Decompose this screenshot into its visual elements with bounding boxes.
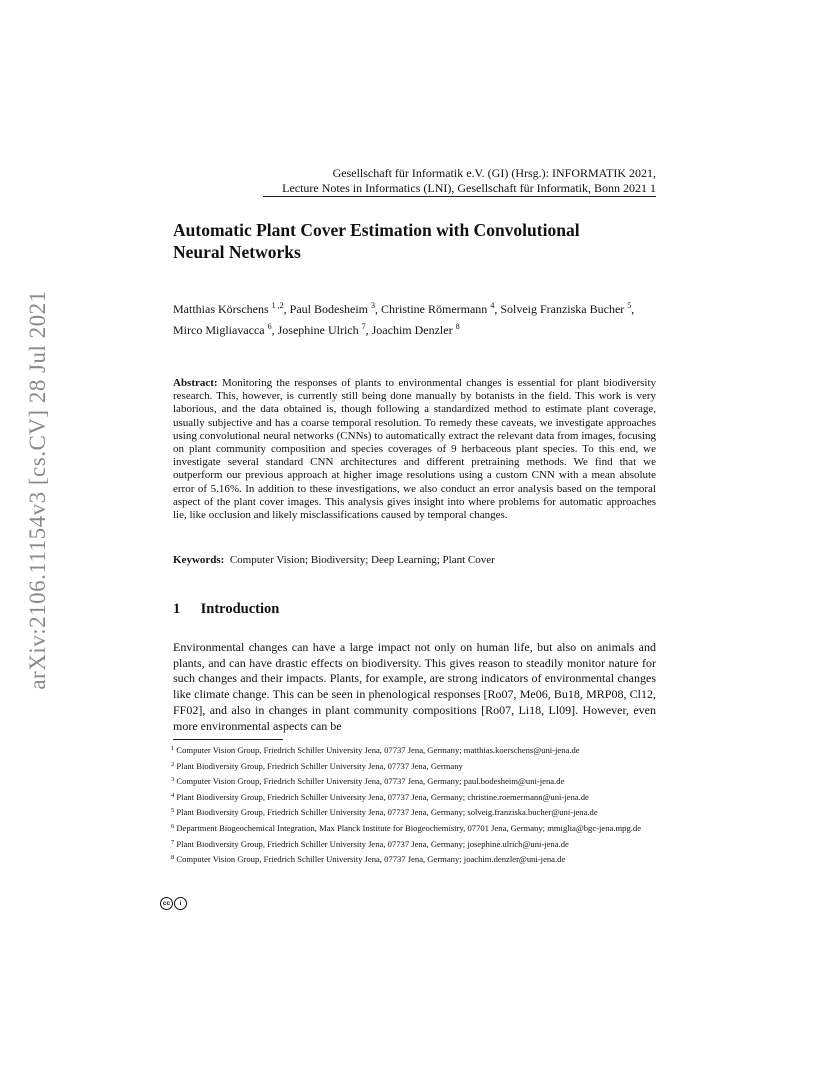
author-name: Joachim Denzler <box>371 323 453 337</box>
footnote <box>171 790 657 803</box>
footnote <box>171 805 657 818</box>
footnote-text: Plant Biodiversity Group, Friedrich Schiller University Jena, 07737 Jena, Germany <box>176 760 463 771</box>
author-name: Mirco Migliavacca <box>173 323 265 337</box>
footnote-number: 6 <box>171 822 175 830</box>
footnote-number: 1 <box>171 745 175 752</box>
author-name: Christine Römermann <box>380 302 488 316</box>
introduction-paragraph: Environmental changes can have a large impact not only on human life, but also on animals and plants, and can have drastic effects on biodiversity. This gives reason to steadily monitor nature for such changes and their impacts. Plants, for example, are strong indicators of environmental changes like climate change. This can be seen in phenological responses [Ro07, Me06, Bu18, MRP08, Cl12, FF02], and also in changes in plant community compositions [Ro07, Li18, Ll09]. However, even more environmental aspects can be <box>173 640 656 733</box>
arxiv-identifier-stamp: arXiv:2106.11154v3 [cs.CV] 28 Jul 2021 <box>25 290 50 690</box>
footnote <box>171 743 657 756</box>
abstract <box>173 377 656 522</box>
author-name: Paul Bodesheim <box>289 302 368 316</box>
author-name: Matthias Körschens <box>173 302 269 316</box>
header-rule <box>263 196 656 197</box>
abstract-text: Monitoring the responses of plants to environmental changes is essential for plant biodiversity research. This, however, is currently still being done manually by botanists in the field. This work is very laborious, and the data obtained is, though following a standardized method to estimate plant coverage, usually subjective and has a coarse temporal resolution. To remedy these caveats, we investigate approaches using convolutional neural networks (CNNs) to automatically extract the relevant data from images, focusing on plant community composition and species coverages of 9 herbaceous plant species. To this end, we investigate several standard CNN architectures and different pretraining methods. We find that we outperform our previous approach at higher image resolutions using a custom CNN with a mean absolute error of 5.16%. In addition to these investigations, we also conduct an error analysis based on the temporal aspect of the plant cover images. This analysis gives insight into where problems for automatic approaches lie, like occlusion and likely misclassifications caused by temporal changes. <box>173 377 657 522</box>
title-line-1: Automatic Plant Cover Estimation with Convolutional <box>173 220 580 240</box>
cc-icon: cc <box>160 897 173 910</box>
footnote-text: Computer Vision Group, Friedrich Schiller University Jena, 07737 Jena, Germany; paul.bodesheim@uni-jena.de <box>176 776 565 787</box>
footnote-text: Computer Vision Group, Friedrich Schiller University Jena, 07737 Jena, Germany; matthias.koerschens@uni-jena.de <box>176 745 580 755</box>
section-heading <box>173 601 279 618</box>
running-header <box>282 166 656 196</box>
footnote-number: 3 <box>171 776 175 784</box>
footnote <box>171 837 657 850</box>
author-affiliation-mark: 8 <box>455 322 460 331</box>
keywords-text: Computer Vision; Biodiversity; Deep Learning; Plant Cover <box>229 554 495 566</box>
section-number: 1 <box>173 601 181 617</box>
keywords <box>173 554 656 567</box>
author-affiliation-mark: 1 ,2 <box>271 301 284 310</box>
footnote-rule <box>173 739 283 740</box>
footnote-text: Plant Biodiversity Group, Friedrich Schiller University Jena, 07737 Jena, Germany; solveig.franziska.bucher@uni-jena.de <box>176 807 598 818</box>
footnote-text: Plant Biodiversity Group, Friedrich Schiller University Jena, 07737 Jena, Germany; christine.roemermann@uni-jena.de <box>176 791 589 802</box>
author-list: Matthias Körschens $^{1 ,2}$, Paul Bodesheim $^3$, Christine Römermann $^4$, Solveig Franziska Bucher $^5$, Mirco Migliavacca $^6$, Josephine Ulrich $^7$, Joachim Denzler $^8$ <box>173 301 635 337</box>
footnote-number: 7 <box>171 838 175 846</box>
header-line-2: Lecture Notes in Informatics (LNI), Gesellschaft für Informatik, Bonn 2021 1 <box>282 181 656 195</box>
footnote-text: Computer Vision Group, Friedrich Schiller University Jena, 07737 Jena, Germany; joachim.denzler@uni-jena.de <box>176 854 566 865</box>
footnote-number: 2 <box>171 760 175 768</box>
footnote-number: 4 <box>171 791 175 799</box>
footnote-text: Department Biogeochemical Integration, Max Planck Institute for Biogeochemistry, 07701 Jena, Germany; mmiglia@bgc-jena.mpg.de <box>176 822 642 833</box>
header-line-1: Gesellschaft für Informatik e.V. (GI) (Hrsg.): INFORMATIK 2021, <box>332 166 656 180</box>
author-affiliation-mark: 6 <box>267 322 272 331</box>
abstract-label: Abstract: <box>173 377 218 389</box>
paper-title <box>173 219 643 263</box>
footnote <box>171 759 657 772</box>
footnote <box>171 774 657 787</box>
footnote-number: 8 <box>171 854 175 862</box>
creative-commons-badge[interactable] <box>160 897 187 910</box>
footnotes <box>171 743 657 868</box>
author-name: Solveig Franziska Bucher <box>500 302 625 316</box>
keywords-label: Keywords: <box>173 554 225 566</box>
footnote <box>171 852 657 865</box>
author-name: Josephine Ulrich <box>277 323 359 337</box>
author-affiliation-mark: 3 <box>370 301 375 310</box>
title-line-2: Neural Networks <box>173 242 301 262</box>
author-affiliation-mark: 7 <box>361 322 366 331</box>
attribution-icon: i <box>174 897 187 910</box>
author-affiliation-mark: 5 <box>627 301 632 310</box>
section-title: Introduction <box>200 601 280 617</box>
footnote-number: 5 <box>171 807 175 815</box>
footnote <box>171 821 657 834</box>
author-affiliation-mark: 4 <box>490 301 495 310</box>
footnote-text: Plant Biodiversity Group, Friedrich Schiller University Jena, 07737 Jena, Germany; josephine.ulrich@uni-jena.de <box>176 838 569 849</box>
